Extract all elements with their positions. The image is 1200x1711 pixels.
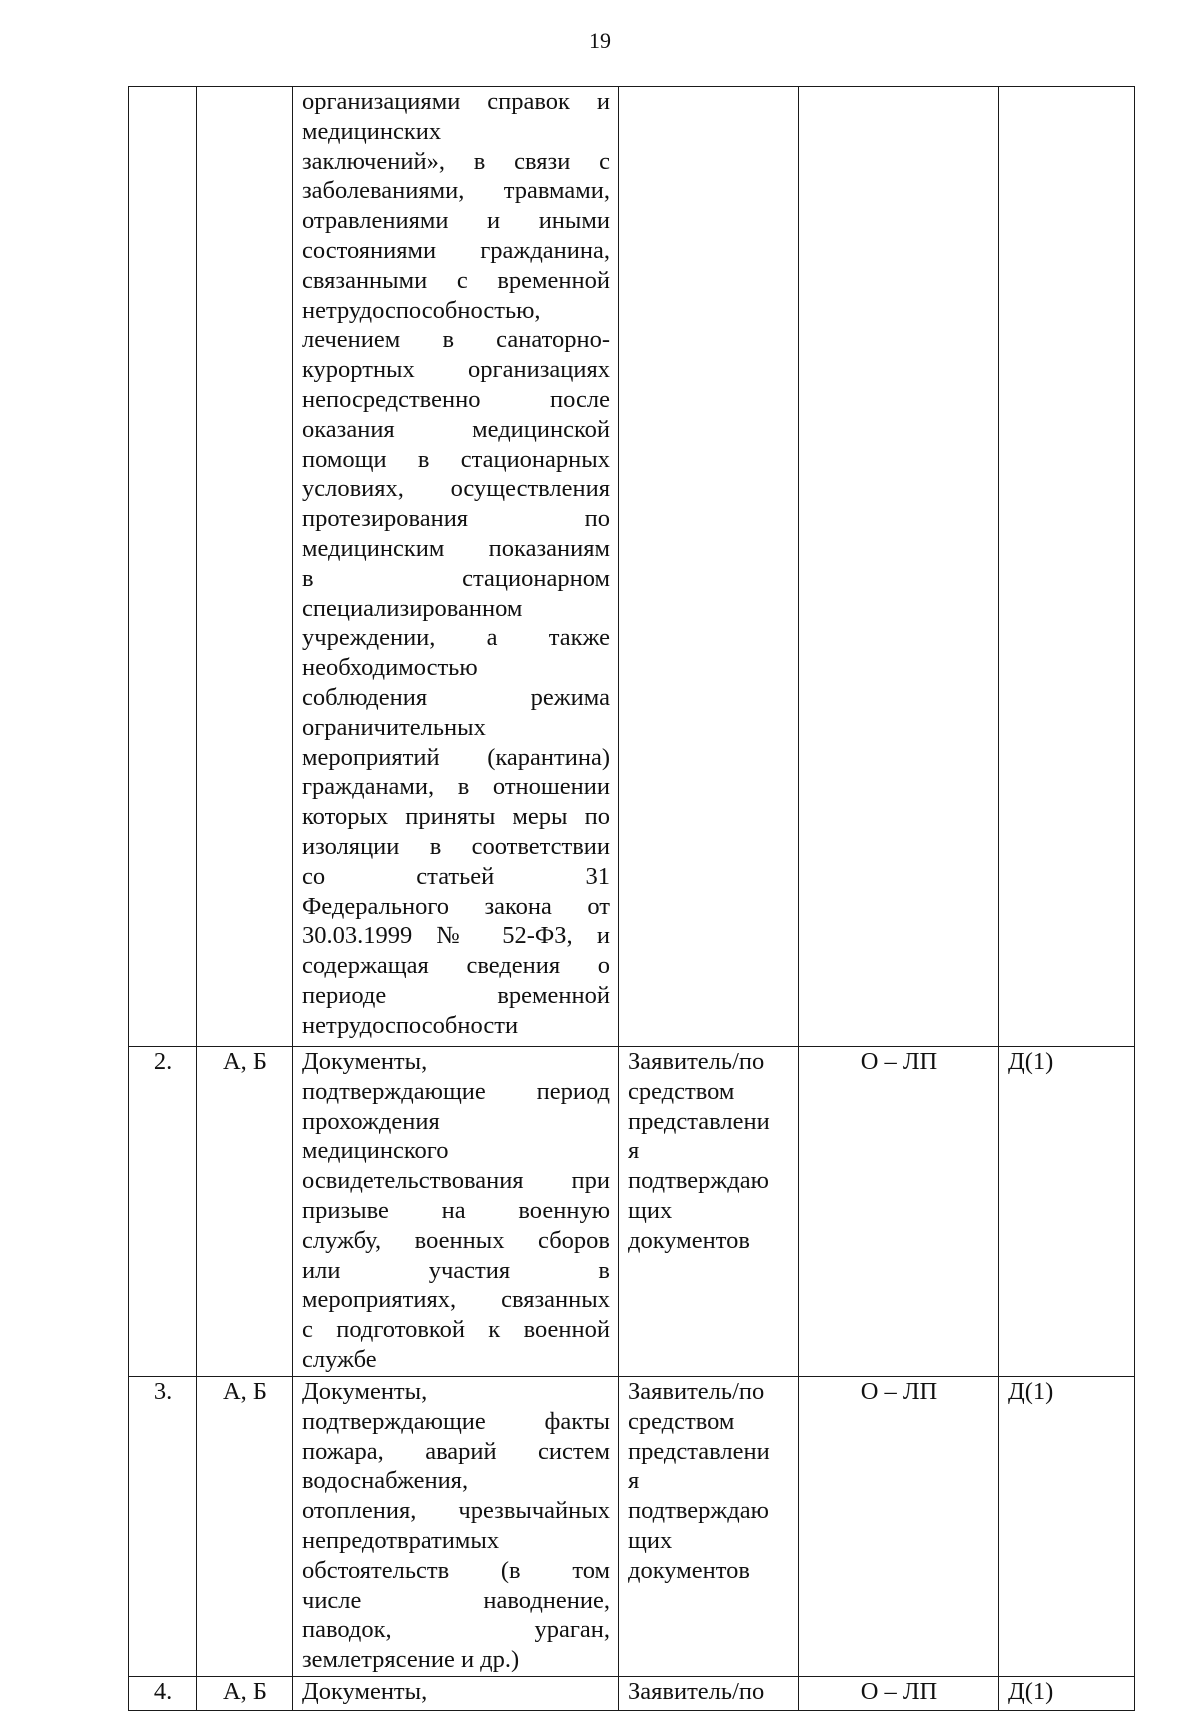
cell-text-line: службе: [302, 1345, 377, 1373]
cell-text-line: которых приняты меры по: [302, 803, 610, 831]
cell-text-line: изоляции в соответствии: [302, 832, 610, 860]
method-cell: О – ЛП: [799, 1677, 999, 1711]
cell-text-line: представлени: [628, 1437, 770, 1465]
method-cell: [799, 87, 999, 1047]
cell-text-line: землетрясение и др.): [302, 1646, 520, 1674]
cell-text-line: подтверждаю: [628, 1167, 769, 1195]
cell-text-line: Заявитель/по: [628, 1378, 765, 1405]
cell-text-line: мероприятий (карантина): [302, 743, 610, 771]
cell-text-line: ограничительных: [302, 713, 486, 741]
row-number-cell: 4.: [129, 1677, 197, 1711]
cell-text-line: заболеваниями, травмами,: [302, 177, 610, 205]
cell-text-line: помощи в стационарных: [302, 445, 610, 473]
cell-text-line: обстоятельств (в том: [302, 1556, 610, 1584]
cell-text-line: организациями справок и: [302, 88, 610, 115]
table-row: [129, 1377, 1135, 1677]
cell-text-line: гражданами, в отношении: [302, 773, 610, 801]
code-cell: Д(1): [999, 1047, 1135, 1377]
cell-text-line: непосредственно после: [302, 385, 610, 413]
cell-text-line: Заявитель/по: [628, 1048, 765, 1075]
cell-text-line: необходимостью: [302, 654, 478, 682]
description-cell: [293, 1377, 619, 1677]
cell-text-line: отопления, чрезвычайных: [302, 1497, 610, 1525]
source-cell: [619, 1677, 799, 1711]
cell-text-line: нетрудоспособности: [302, 1011, 519, 1039]
category-cell: [197, 87, 293, 1047]
source-cell: [619, 1047, 799, 1377]
cell-text-line: протезирования по: [302, 505, 610, 533]
table-row: [129, 1677, 1135, 1711]
cell-text-line: я: [628, 1467, 640, 1495]
cell-text-line: медицинских: [302, 117, 442, 145]
cell-text-line: службу, военных сборов: [302, 1226, 610, 1254]
cell-text-line: подтверждаю: [628, 1497, 769, 1525]
cell-text-line: лечением в санаторно-: [302, 326, 610, 354]
cell-text-line: или участия в: [302, 1256, 610, 1284]
cell-text-line: щих: [628, 1526, 673, 1554]
description-cell: [293, 1677, 619, 1711]
cell-text-line: пожара, аварий систем: [302, 1437, 610, 1465]
code-cell: Д(1): [999, 1377, 1135, 1677]
table-row: [129, 87, 1135, 1047]
cell-text-line: водоснабжения,: [302, 1467, 469, 1495]
cell-text-line: периоде временной: [302, 981, 610, 1009]
cell-text-line: прохождения: [302, 1107, 440, 1135]
cell-text-line: курортных организациях: [302, 356, 610, 384]
table-row: [129, 1047, 1135, 1377]
cell-text-line: в стационарном: [302, 564, 610, 592]
cell-text-line: отравлениями и иными: [302, 207, 610, 235]
cell-text-line: средством: [628, 1407, 735, 1435]
cell-text-line: медицинского: [302, 1137, 449, 1165]
cell-text-line: соблюдения режима: [302, 683, 610, 711]
row-number-cell: [129, 87, 197, 1047]
cell-text-line: условиях, осуществления: [302, 475, 610, 503]
cell-text-line: нетрудоспособностью,: [302, 296, 541, 324]
category-cell: А, Б: [197, 1677, 293, 1711]
cell-text-line: с подготовкой к военной: [302, 1316, 610, 1344]
cell-text-line: призыве на военную: [302, 1196, 610, 1224]
cell-text-line: специализированном: [302, 594, 523, 622]
cell-text-line: Федерального закона от: [302, 892, 610, 920]
cell-text-line: щих: [628, 1196, 673, 1224]
cell-text-line: подтверждающие факты: [302, 1407, 610, 1435]
description-cell: [293, 87, 619, 1047]
source-cell: [619, 87, 799, 1047]
cell-text-line: я: [628, 1137, 640, 1165]
cell-text-line: состояниями гражданина,: [302, 236, 610, 264]
cell-text-line: связанными с временной: [302, 266, 610, 294]
description-cell: [293, 1047, 619, 1377]
cell-text-line: паводок, ураган,: [302, 1616, 610, 1644]
cell-text-line: оказания медицинской: [302, 415, 610, 443]
cell-text-line: непредотвратимых: [302, 1526, 500, 1554]
row-number-cell: 3.: [129, 1377, 197, 1677]
cell-text-line: учреждении, а также: [302, 624, 610, 652]
cell-text-line: Документы,: [302, 1678, 428, 1705]
document-table: [128, 86, 1135, 1711]
page-number: 19: [589, 28, 611, 53]
method-cell: О – ЛП: [799, 1377, 999, 1677]
cell-text-line: представлени: [628, 1107, 770, 1135]
cell-text-line: Документы,: [302, 1048, 428, 1075]
cell-text-line: средством: [628, 1077, 735, 1105]
source-cell: [619, 1377, 799, 1677]
cell-text-line: подтверждающие период: [302, 1077, 610, 1105]
cell-text-line: мероприятиях, связанных: [302, 1286, 610, 1314]
cell-text-line: числе наводнение,: [302, 1586, 610, 1614]
category-cell: А, Б: [197, 1047, 293, 1377]
method-cell: О – ЛП: [799, 1047, 999, 1377]
cell-text-line: заключений», в связи с: [302, 147, 610, 175]
cell-text-line: медицинским показаниям: [302, 534, 610, 562]
category-cell: А, Б: [197, 1377, 293, 1677]
cell-text-line: документов: [628, 1226, 750, 1254]
code-cell: Д(1): [999, 1677, 1135, 1711]
cell-text-line: содержащая сведения о: [302, 952, 610, 980]
row-number-cell: 2.: [129, 1047, 197, 1377]
cell-text-line: Заявитель/по: [628, 1678, 765, 1705]
code-cell: [999, 87, 1135, 1047]
cell-text-line: 30.03.1999 № 52-ФЗ, и: [302, 922, 610, 950]
cell-text-line: со статьей 31: [302, 862, 610, 890]
cell-text-line: освидетельствования при: [302, 1167, 610, 1195]
cell-text-line: Документы,: [302, 1378, 428, 1405]
cell-text-line: документов: [628, 1556, 750, 1584]
